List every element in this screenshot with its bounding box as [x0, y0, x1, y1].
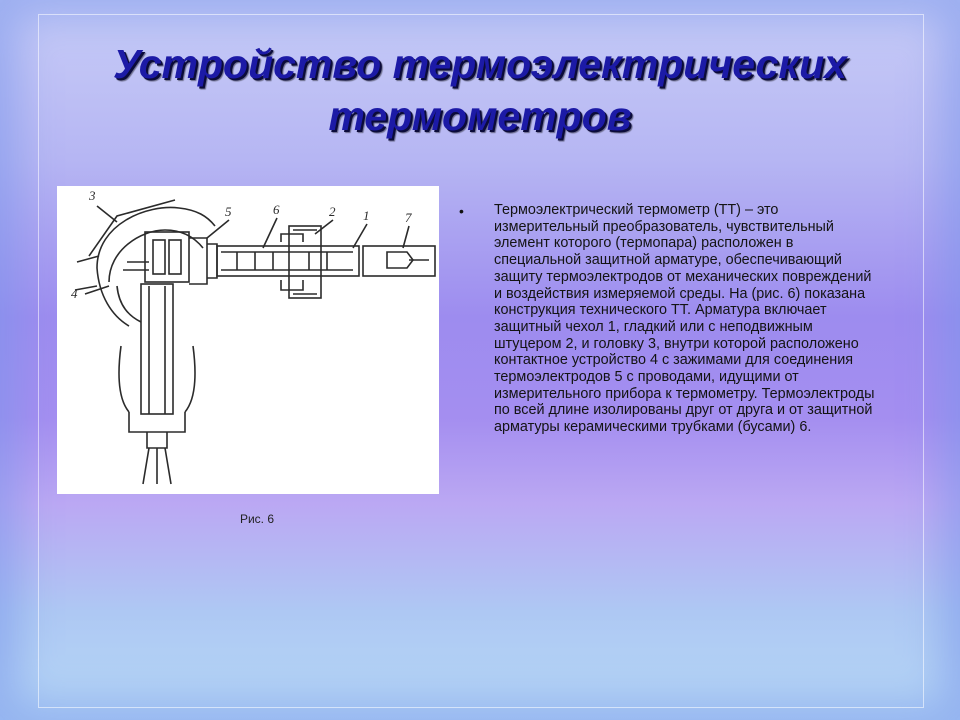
cable-conduit — [141, 284, 173, 414]
bullet-marker: • — [459, 203, 464, 219]
contact-block — [145, 232, 189, 282]
figure-label-1: 1 — [363, 208, 370, 223]
head-lower — [97, 268, 129, 326]
figure-label-3: 3 — [89, 188, 96, 203]
thermometer-drawing — [57, 186, 439, 494]
protective-sheath — [217, 246, 359, 276]
figure-caption: Рис. 6 — [239, 512, 275, 526]
figure-label-2: 2 — [329, 204, 336, 219]
body-paragraph: Термоэлектрический термометр (ТТ) – это измерительный преобразователь, чувствительный элемент которого (термопара) расположен в специальной защитной арматуре, обеспечивающий защиту термоэлектродов от механических повреждений и воздействия измеряемой среды. На (рис. 6) показана конструкция технического ТТ. Арматура включает защитный чехол 1, гладкий или с неподвижным штуцером 2, и головку 3, внутри которой расположено контактное устройство 4 с зажимами для соединения термоэлектродов 5 с проводами, идущими от измерительного прибора к термометру. Термоэлектроды по всей длине изолированы друг от друга и от защитной арматуры керамическими трубками (бусами) 6. — [494, 202, 875, 436]
figure-label-4: 4 — [71, 286, 78, 301]
ceramic-beads — [237, 252, 327, 270]
figure-label-5: 5 — [225, 204, 232, 219]
title-line-2: термометров — [328, 93, 632, 139]
lead-wires — [143, 448, 171, 484]
fitting — [281, 234, 303, 290]
thermometer-figure — [57, 186, 439, 494]
title-line-1: Устройство термоэлектрических — [113, 41, 847, 87]
figure-label-7: 7 — [405, 210, 412, 225]
slide-title — [40, 38, 920, 142]
figure-label-6: 6 — [273, 202, 280, 217]
sheath-tip — [363, 246, 435, 276]
